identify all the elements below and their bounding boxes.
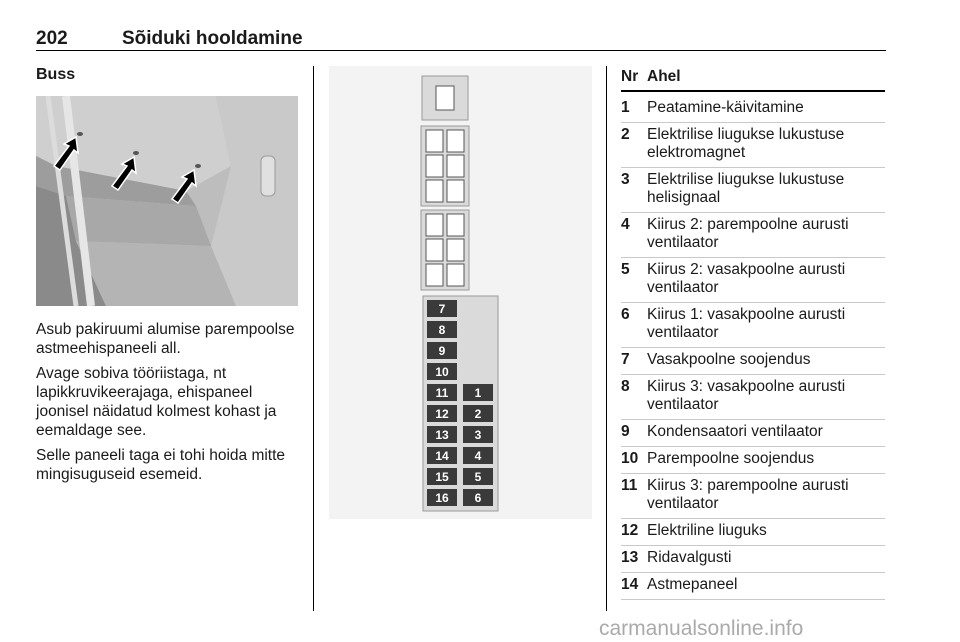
row-circuit: Astmepaneel: [647, 576, 738, 593]
fuse-label: 1: [474, 386, 482, 400]
paragraph: Selle paneeli taga ei tohi hoida mitte mingisuguseid esemeid.: [36, 447, 286, 483]
description-text: [36, 320, 304, 490]
page-number: 202: [36, 28, 68, 49]
row-number: 10: [621, 450, 639, 467]
fuse-label: 2: [474, 407, 482, 421]
row-circuit: Kiirus 1: vasakpoolne aurusti ventilaator: [647, 306, 846, 341]
fuse-box-drawing: [329, 66, 592, 519]
row-circuit: Kiirus 3: parempoolne aurusti ventilaator: [647, 477, 849, 512]
page-header: [36, 28, 886, 51]
page-title: Sõiduki hooldamine: [122, 28, 303, 49]
fuse-label: 10: [435, 365, 449, 379]
row-number: 7: [621, 351, 630, 368]
row-number: 11: [621, 477, 638, 494]
table-header: [621, 66, 885, 92]
row-circuit: Kiirus 3: vasakpoolne aurusti ventilaator: [647, 378, 846, 413]
row-number: 6: [621, 306, 630, 323]
row-number: 1: [621, 99, 630, 116]
fuse-box-diagram: [329, 66, 592, 519]
row-circuit: Parempoolne soojendus: [647, 450, 815, 467]
table-row: [621, 123, 885, 168]
watermark: carmanualsonline.info: [599, 617, 804, 640]
column-header-nr: Nr: [621, 68, 639, 85]
row-number: 9: [621, 423, 630, 440]
row-circuit: Peatamine-käivitamine: [647, 99, 804, 116]
row-circuit: Kiirus 2: vasakpoolne aurusti ventilaator: [647, 261, 846, 296]
row-circuit: Elektrilise liugukse lukustuse elektromagnet: [647, 126, 845, 161]
table-row: [621, 519, 885, 546]
row-circuit: Vasakpoolne soojendus: [647, 351, 811, 368]
table-row: [621, 375, 885, 420]
table-row: [621, 447, 885, 474]
table-row: [621, 168, 885, 213]
column-divider: [313, 66, 314, 611]
fuse-label: 15: [435, 470, 449, 484]
fuse-label: 14: [435, 449, 449, 463]
row-circuit: Kondensaatori ventilaator: [647, 423, 823, 440]
fuse-label: 4: [474, 449, 482, 463]
row-number: 3: [621, 171, 630, 188]
row-circuit: Elektriline liuguks: [647, 522, 767, 539]
row-number: 8: [621, 378, 630, 395]
section-title: Buss: [36, 66, 76, 83]
row-number: 13: [621, 549, 639, 566]
fuse-label: 13: [435, 428, 449, 442]
circuit-table: [621, 96, 885, 600]
fuse-label: 12: [435, 407, 449, 421]
paragraph: Avage sobiva tööriistaga, nt lapikkruvikeerajaga, ehispaneel joonisel näidatud kolmest kohast ja eemaldage see.: [36, 365, 277, 439]
table-row: [621, 474, 885, 519]
table-row: [621, 348, 885, 375]
table-row: [621, 573, 885, 600]
table-row: [621, 258, 885, 303]
fuse-label: 16: [435, 491, 449, 505]
row-circuit: Elektrilise liugukse lukustuse helisignaal: [647, 171, 845, 206]
row-number: 14: [621, 576, 639, 593]
table-row: [621, 303, 885, 348]
fuse-label: 6: [474, 491, 482, 505]
paragraph: Asub pakiruumi alumise parempoolse astmeehispaneeli all.: [36, 321, 295, 357]
row-number: 2: [621, 126, 630, 143]
table-row: [621, 213, 885, 258]
column-header-ahel: Ahel: [647, 68, 681, 85]
table-row: [621, 546, 885, 573]
row-circuit: Ridavalgusti: [647, 549, 732, 566]
fuse-label: 11: [435, 386, 449, 400]
row-number: 4: [621, 216, 630, 233]
fuse-label: 9: [438, 344, 446, 358]
row-circuit: Kiirus 2: parempoolne aurusti ventilaator: [647, 216, 849, 251]
fuse-label: 3: [474, 428, 482, 442]
van-interior-photo: [36, 96, 298, 306]
column-divider: [606, 66, 607, 611]
table-row: [621, 420, 885, 447]
table-row: [621, 96, 885, 123]
row-number: 5: [621, 261, 630, 278]
row-number: 12: [621, 522, 639, 539]
fuse-label: 5: [474, 470, 482, 484]
fuse-label: 8: [438, 323, 446, 337]
fuse-label: 7: [438, 302, 446, 316]
